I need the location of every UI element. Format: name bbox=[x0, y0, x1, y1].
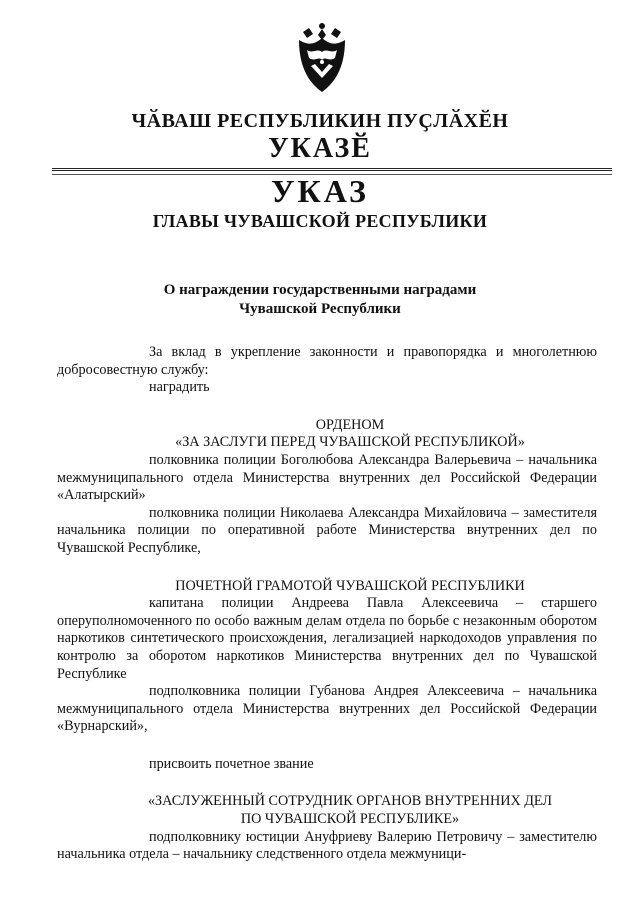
chuvash-header-title: ЧӐВАШ РЕСПУБЛИКИН ПУҪЛӐХӖН bbox=[131, 110, 509, 132]
subject-line-2: Чувашской Республики bbox=[239, 301, 401, 317]
header-divider bbox=[52, 168, 612, 171]
title-verb: присвоить почетное звание bbox=[149, 755, 314, 772]
award-verb: наградить bbox=[149, 379, 210, 396]
title-person-1: подполковнику юстиции Ануфриеву Валерию Петровичу – заместителю начальника отдела – начальнику следственного отдела межмуници- bbox=[57, 828, 597, 863]
coat-of-arms-emblem bbox=[289, 18, 355, 96]
order-heading-2: «ЗА ЗАСЛУГИ ПЕРЕД ЧУВАШСКОЙ РЕСПУБЛИКОЙ» bbox=[175, 434, 525, 451]
decree-title: УКАЗ bbox=[271, 173, 369, 209]
intro-line-1: За вклад в укрепление законности и правопорядка и многолетнюю bbox=[149, 344, 597, 360]
order-heading-1: ОРДЕНОМ bbox=[315, 416, 385, 433]
title-heading-2: ПО ЧУВАШСКОЙ РЕСПУБЛИКЕ» bbox=[240, 811, 460, 828]
decree-body bbox=[57, 344, 597, 864]
chuvash-decree-word: УКАЗӖ bbox=[268, 133, 372, 164]
intro-line-2: добросовестную службу: bbox=[57, 361, 209, 378]
decree-issuer: ГЛАВЫ ЧУВАШСКОЙ РЕСПУБЛИКИ bbox=[152, 211, 488, 231]
subject-line-1: О награждении государственными наградами bbox=[163, 282, 477, 298]
order-person-2: полковника полиции Николаева Александра Михайловича – заместителя начальника полиции по оперативной работе Министерства внутренних дел по Чувашской Республике, bbox=[57, 504, 597, 556]
decree-subject bbox=[0, 281, 640, 319]
order-person-1: полковника полиции Боголюбова Александра Валерьевича – начальника межмуниципального отдела Министерства внутренних дел Российской Федерации «Алатырский» bbox=[57, 451, 597, 504]
gramota-heading: ПОЧЕТНОЙ ГРАМОТОЙ ЧУВАШСКОЙ РЕСПУБЛИКИ bbox=[175, 577, 525, 594]
title-heading-1: «ЗАСЛУЖЕННЫЙ СОТРУДНИК ОРГАНОВ ВНУТРЕННИХ ДЕЛ bbox=[147, 793, 553, 810]
gramota-person-1: капитана полиции Андреева Павла Алексеевича – старшего оперуполномоченного по особо важным делам отдела по борьбе с незаконным оборотом наркотиков синтетического происхождения, легализацией наркодоходов управления по контролю за оборотом наркотиков Министерства внутренних дел по Чувашской Республике bbox=[57, 595, 597, 682]
gramota-person-2: подполковника полиции Губанова Андрея Алексеевича – начальника межмуниципального отдела Министерства внутренних дел Российской Федерации «Вурнарский», bbox=[57, 683, 597, 735]
